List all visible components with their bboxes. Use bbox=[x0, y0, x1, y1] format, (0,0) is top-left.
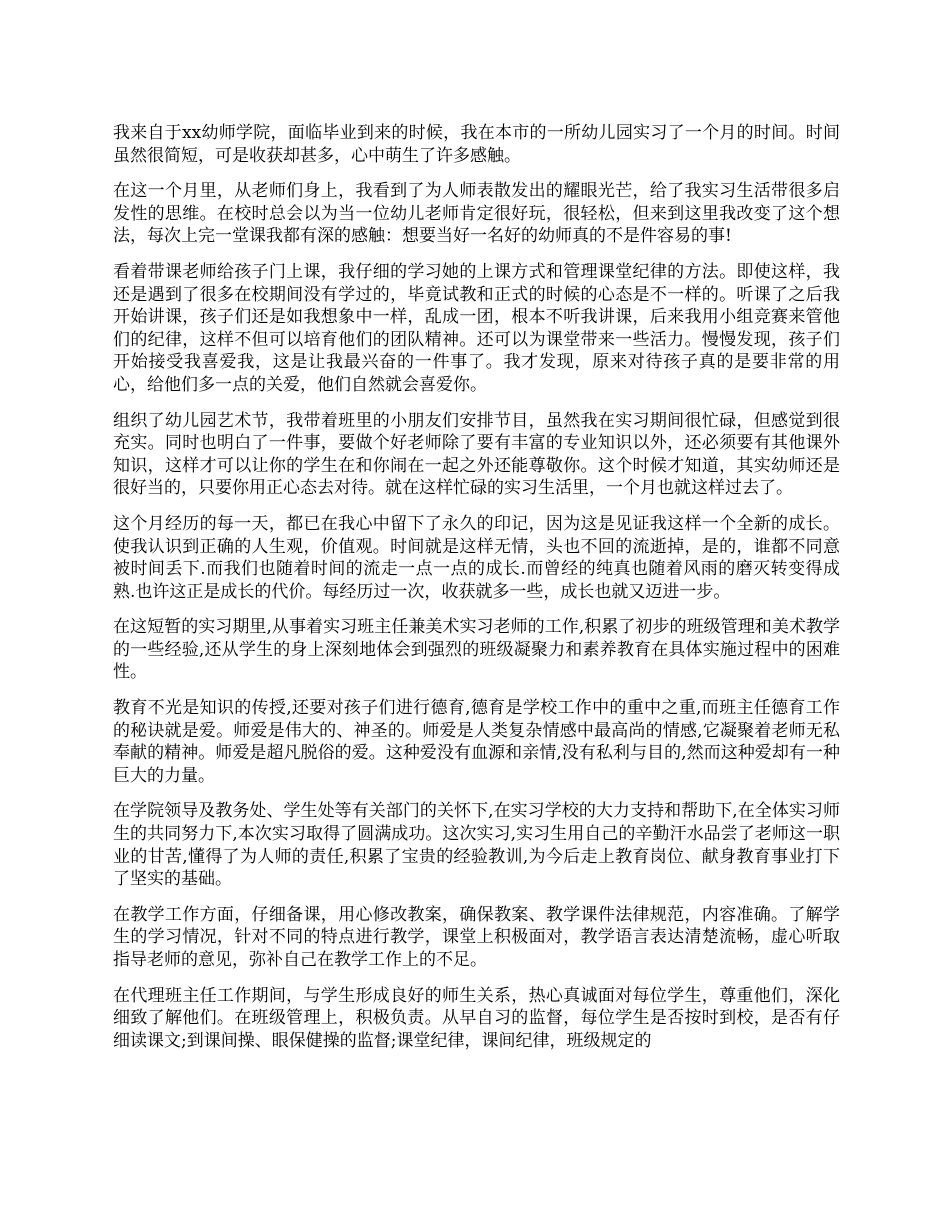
paragraph-3: 看着带课老师给孩子门上课，我仔细的学习她的上课方式和管理课堂纪律的方法。即使这样，我还是遇到了很多在校期间没有学过的，毕竟试教和正式的时候的心态是不一样的。听课了之后我开始讲课，孩子们还是如我想象中一样，乱成一团，根本不听我讲课，后来我用小组竞赛来管他们的纪律，这样不但可以培育他们的团队精神。还可以为课堂带来一些活力。慢慢发现，孩子们开始接受我喜爱我，这是让我最兴奋的一件事了。我才发现，原来对待孩子真的是要非常的用心，给他们多一点的关爱，他们自然就会喜爱你。 bbox=[113, 261, 840, 395]
paragraph-7: 教育不光是知识的传授,还要对孩子们进行德育,德育是学校工作中的重中之重,而班主任德育工作的秘诀就是爱。师爱是伟大的、神圣的。师爱是人类复杂情感中最高尚的情感,它凝聚着老师无私奉献的精神。师爱是超凡脱俗的爱。这种爱没有血源和亲情,没有私利与目的,然而这种爱却有一种巨大的力量。 bbox=[113, 698, 840, 786]
paragraph-6: 在这短暂的实习期里,从事着实习班主任兼美术实习老师的工作,积累了初步的班级管理和美术教学的一些经验,还从学生的身上深刻地体会到强烈的班级凝聚力和素养教育在具体实施过程中的困难性。 bbox=[113, 617, 840, 683]
paragraph-4: 组织了幼儿园艺术节，我带着班里的小朋友们安排节目，虽然我在实习期间很忙碌，但感觉到很充实。同时也明白了一件事，要做个好老师除了要有丰富的专业知识以外，还必须要有其他课外知识，这样才可以让你的学生在和你闹在一起之外还能尊敬你。这个时候才知道，其实幼师还是很好当的，只要你用正心态去对待。就在这样忙碌的实习生活里，一个月也就这样过去了。 bbox=[113, 410, 840, 499]
paragraph-5: 这个月经历的每一天，都已在我心中留下了永久的印记，因为这是见证我这样一个全新的成长。使我认识到正确的人生观，价值观。时间就是这样无情，头也不回的流逝掉，是的，谁都不同意被时间丢下.而我们也随着时间的流走一点一点的成长.而曾经的纯真也随着风雨的磨灭转变得成熟.也许这正是成长的代价。每经历过一次，收获就多一些，成长也就又迈进一步。 bbox=[113, 513, 840, 602]
document-page bbox=[113, 122, 840, 1065]
paragraph-2: 在这一个月里，从老师们身上，我看到了为人师表散发出的耀眼光芒，给了我实习生活带很多启发性的思维。在校时总会以为当一位幼儿老师肯定很好玩，很轻松，但来到这里我改变了这个想法，每次上完一堂课我都有深的感触：想要当好一名好的幼师真的不是件容易的事! bbox=[113, 181, 840, 247]
paragraph-10: 在代理班主任工作期间，与学生形成良好的师生关系，热心真诚面对每位学生，尊重他们，深化细致了解他们。在班级管理上，积极负责。从早自习的监督，每位学生是否按时到校，是否有仔细读课文;到课间操、眼保健操的监督;课堂纪律，课间纪律，班级规定的 bbox=[113, 985, 840, 1051]
paragraph-1: 我来自于xx幼师学院，面临毕业到来的时候，我在本市的一所幼儿园实习了一个月的时间。时间虽然很简短，可是收获却甚多，心中萌生了许多感触。 bbox=[113, 123, 840, 166]
paragraph-8: 在学院领导及教务处、学生处等有关部门的关怀下,在实习学校的大力支持和帮助下,在全体实习师生的共同努力下,本次实习取得了圆满成功。这次实习,实习生用自己的辛勤汗水品尝了老师这一职业的甘苦,懂得了为人师的责任,积累了宝贵的经验教训,为今后走上教育岗位、献身教育事业打下了坚实的基础。 bbox=[113, 801, 840, 890]
paragraph-9: 在教学工作方面，仔细备课，用心修改教案，确保教案、教学课件法律规范，内容准确。了解学生的学习情况，针对不同的特点进行教学，课堂上积极面对，教学语言表达清楚流畅，虚心听取指导老师的意见，弥补自己在教学工作上的不足。 bbox=[113, 904, 840, 970]
